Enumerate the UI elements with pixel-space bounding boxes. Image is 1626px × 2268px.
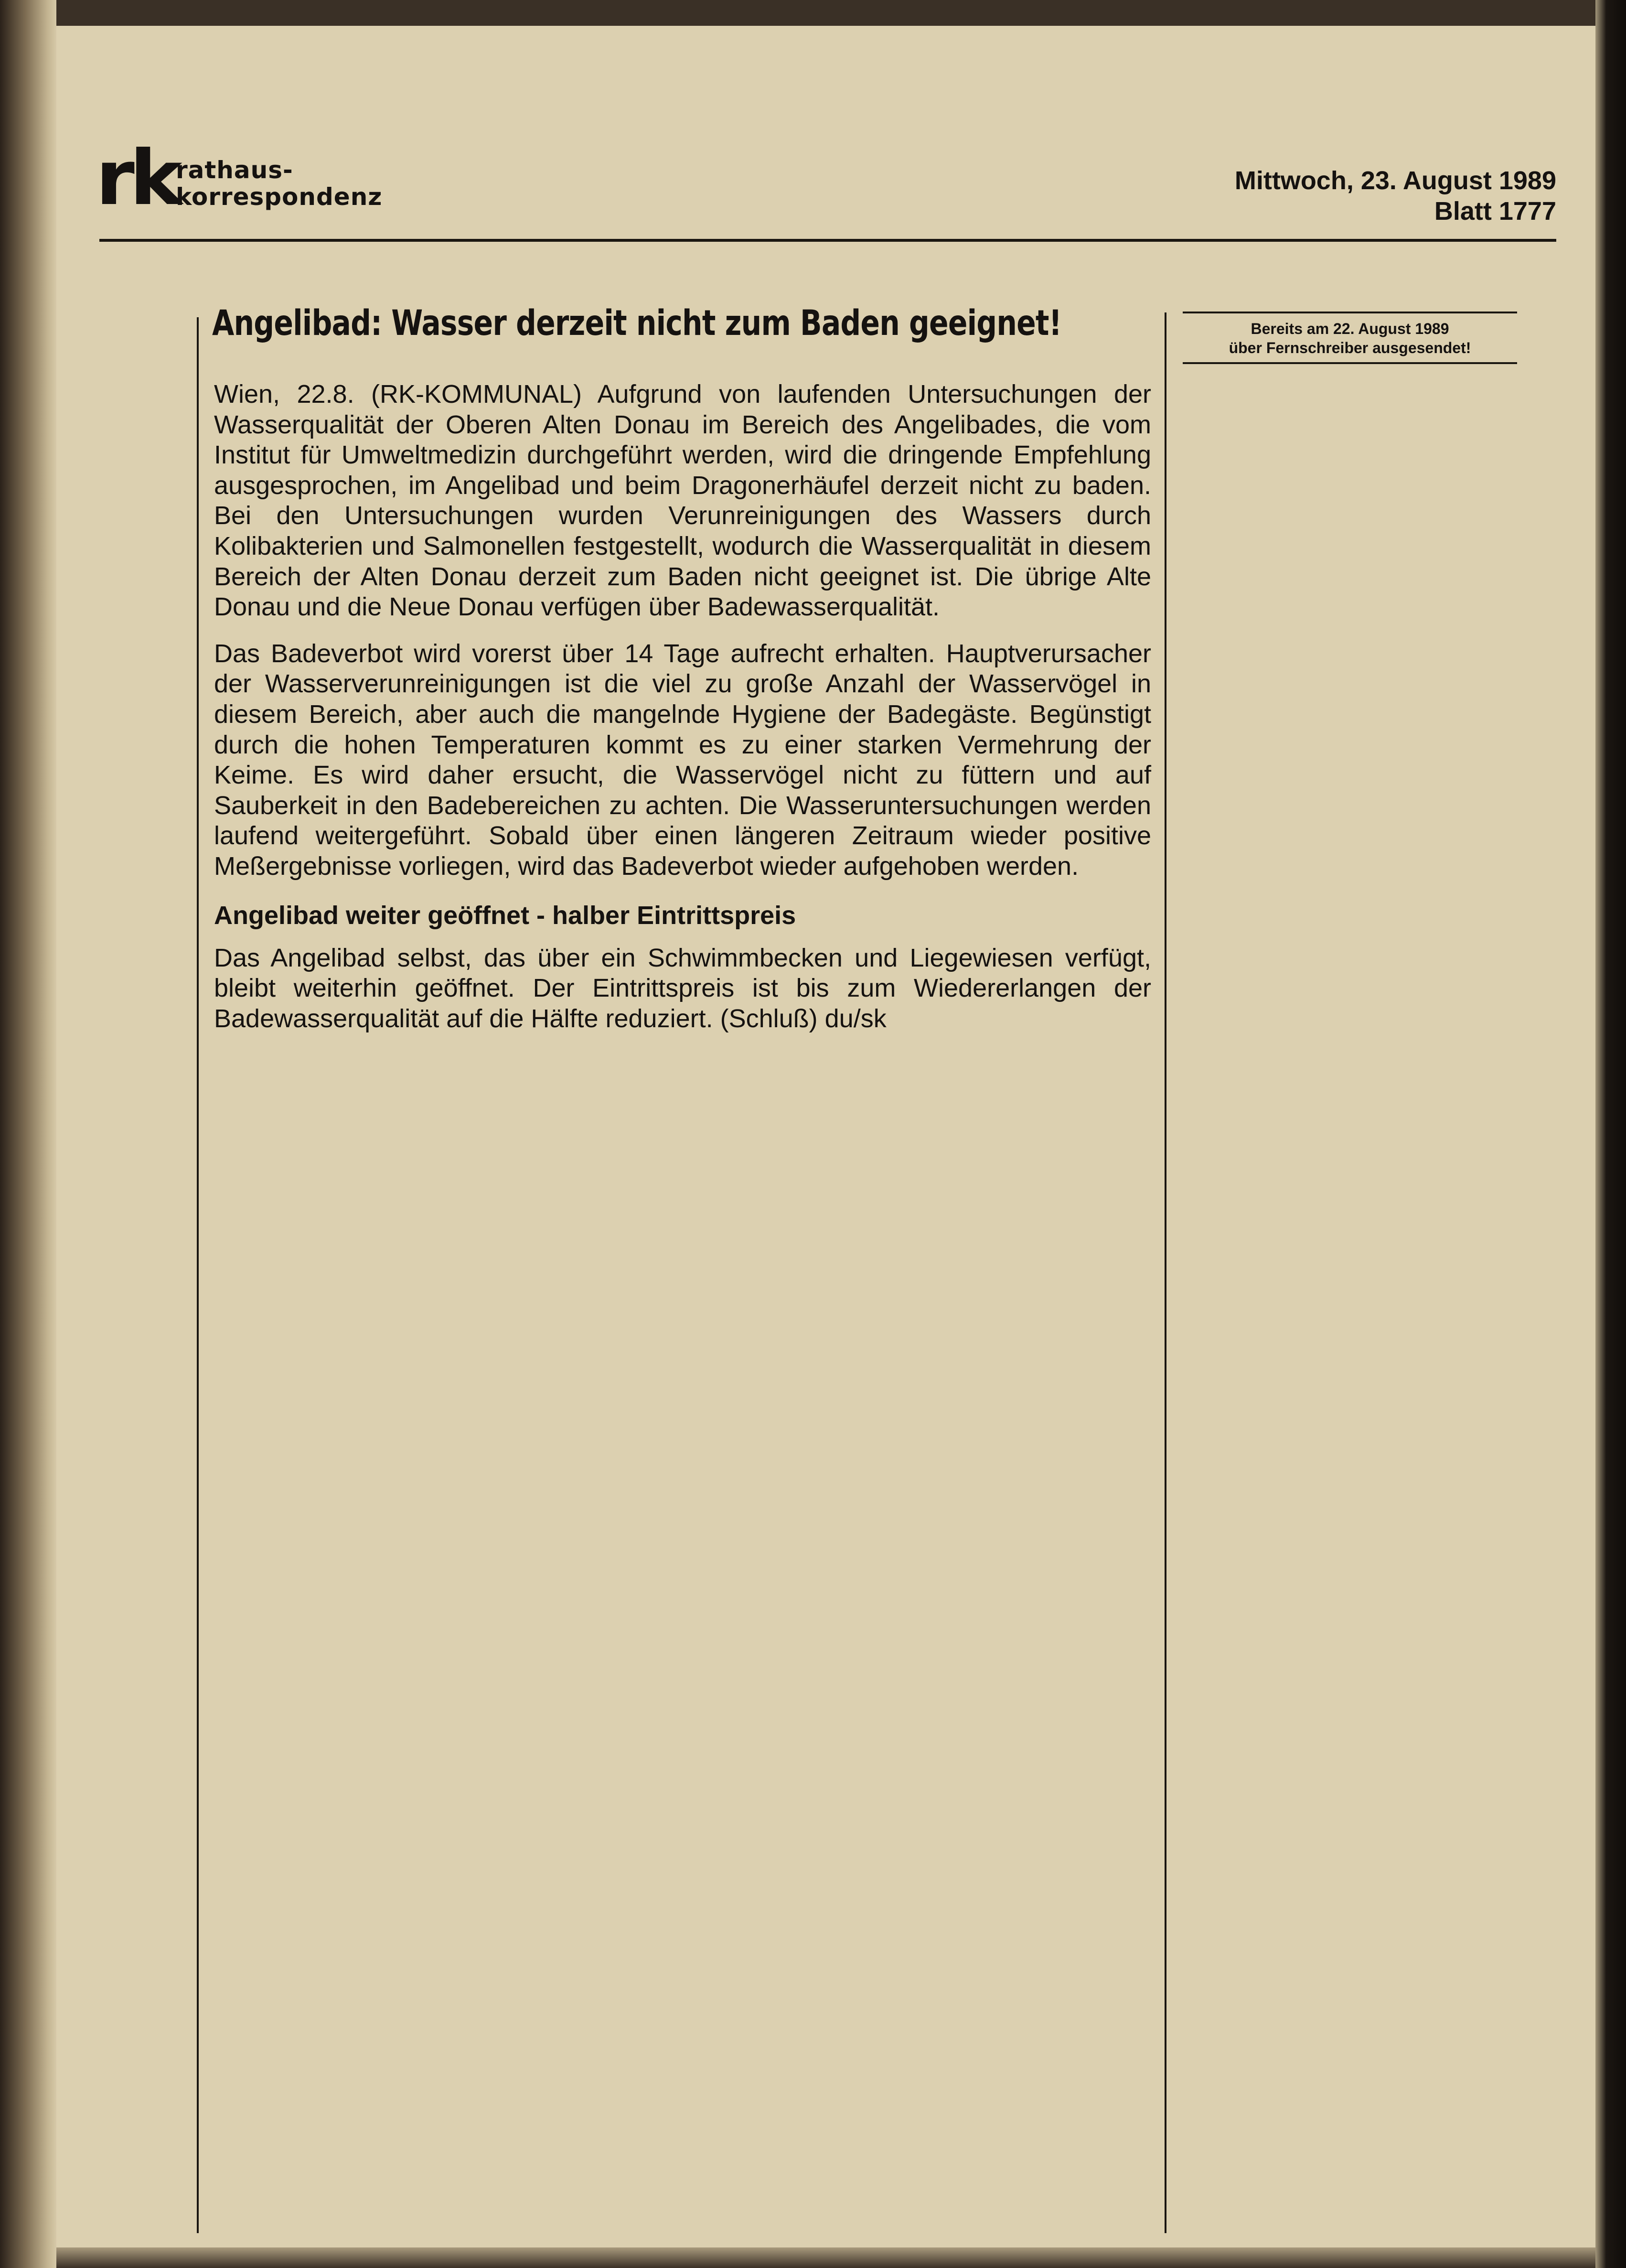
transmission-note-line-2: über Fernschreiber ausgesendet! bbox=[1229, 339, 1471, 356]
page-edge-right bbox=[1595, 0, 1626, 2268]
logo-line-1: rathaus- bbox=[176, 156, 293, 184]
article-body bbox=[214, 379, 1151, 1050]
masthead-logo bbox=[96, 134, 525, 226]
article-subheading: Angelibad weiter geöffnet - halber Eintrittspreis bbox=[214, 901, 796, 930]
logo-letters: rk bbox=[96, 134, 178, 222]
article-paragraph-3: Das Angelibad selbst, das über ein Schwimmbecken und Liegewiesen verfügt, bleibt weiterhin geöffnet. Der Eintrittspreis ist bis zum Wiedererlangen der Badewasserqualität auf die Hälfte reduziert. (Schluß) du/sk bbox=[214, 943, 1151, 1033]
transmission-note-line-1: Bereits am 22. August 1989 bbox=[1251, 320, 1449, 337]
header-divider bbox=[99, 239, 1556, 242]
article-paragraph-2: Das Badeverbot wird vorerst über 14 Tage aufrecht erhalten. Hauptverursacher der Wasserverunreinigungen ist die viel zu große Anzahl der Wasservögel in diesem Bereich, aber auch die mangelnde Hygiene der Badegäste. Begünstigt durch die hohen Temperaturen kommt es zu einer starken Vermehrung der Keime. Es wird daher ersucht, die Wasservögel nicht zu füttern und auf Sauberkeit in den Badebereichen zu achten. Die Wasseruntersuchungen werden laufend weitergeführt. Sobald über einen längeren Zeitraum wieder positive Meßergebnisse vorliegen, wird das Badeverbot wieder aufgehoben werden. bbox=[214, 639, 1151, 881]
column-rule-left bbox=[197, 317, 199, 2233]
logo-wordmark bbox=[176, 157, 382, 210]
book-binding bbox=[0, 0, 56, 2268]
issue-date: Mittwoch, 23. August 1989 bbox=[1234, 166, 1556, 195]
logo-line-2: korrespondenz bbox=[176, 183, 383, 211]
article-headline: Angelibad: Wasser derzeit nicht zum Baden geeignet! bbox=[212, 303, 1062, 344]
page-edge-bottom bbox=[56, 2247, 1595, 2268]
transmission-note bbox=[1183, 312, 1517, 364]
document-page bbox=[56, 26, 1595, 2247]
date-block bbox=[1235, 165, 1556, 226]
column-rule-right bbox=[1165, 312, 1166, 2233]
sheet-number: Blatt 1777 bbox=[1434, 197, 1556, 226]
article-paragraph-1: Wien, 22.8. (RK-KOMMUNAL) Aufgrund von laufenden Untersuchungen der Wasserqualität der Oberen Alten Donau im Bereich des Angelibades, die vom Institut für Umweltmedizin durchgeführt werden, wird die dringende Empfehlung ausgesprochen, im Angelibad und beim Dragonerhäufel derzeit nicht zu baden. Bei den Untersuchungen wurden Verunreinigungen des Wassers durch Kolibakterien und Salmonellen festgestellt, wodurch die Wasserqualität in diesem Bereich der Alten Donau derzeit zum Baden nicht geeignet ist. Die übrige Alte Donau und die Neue Donau verfügen über Badewasserqualität. bbox=[214, 380, 1151, 622]
